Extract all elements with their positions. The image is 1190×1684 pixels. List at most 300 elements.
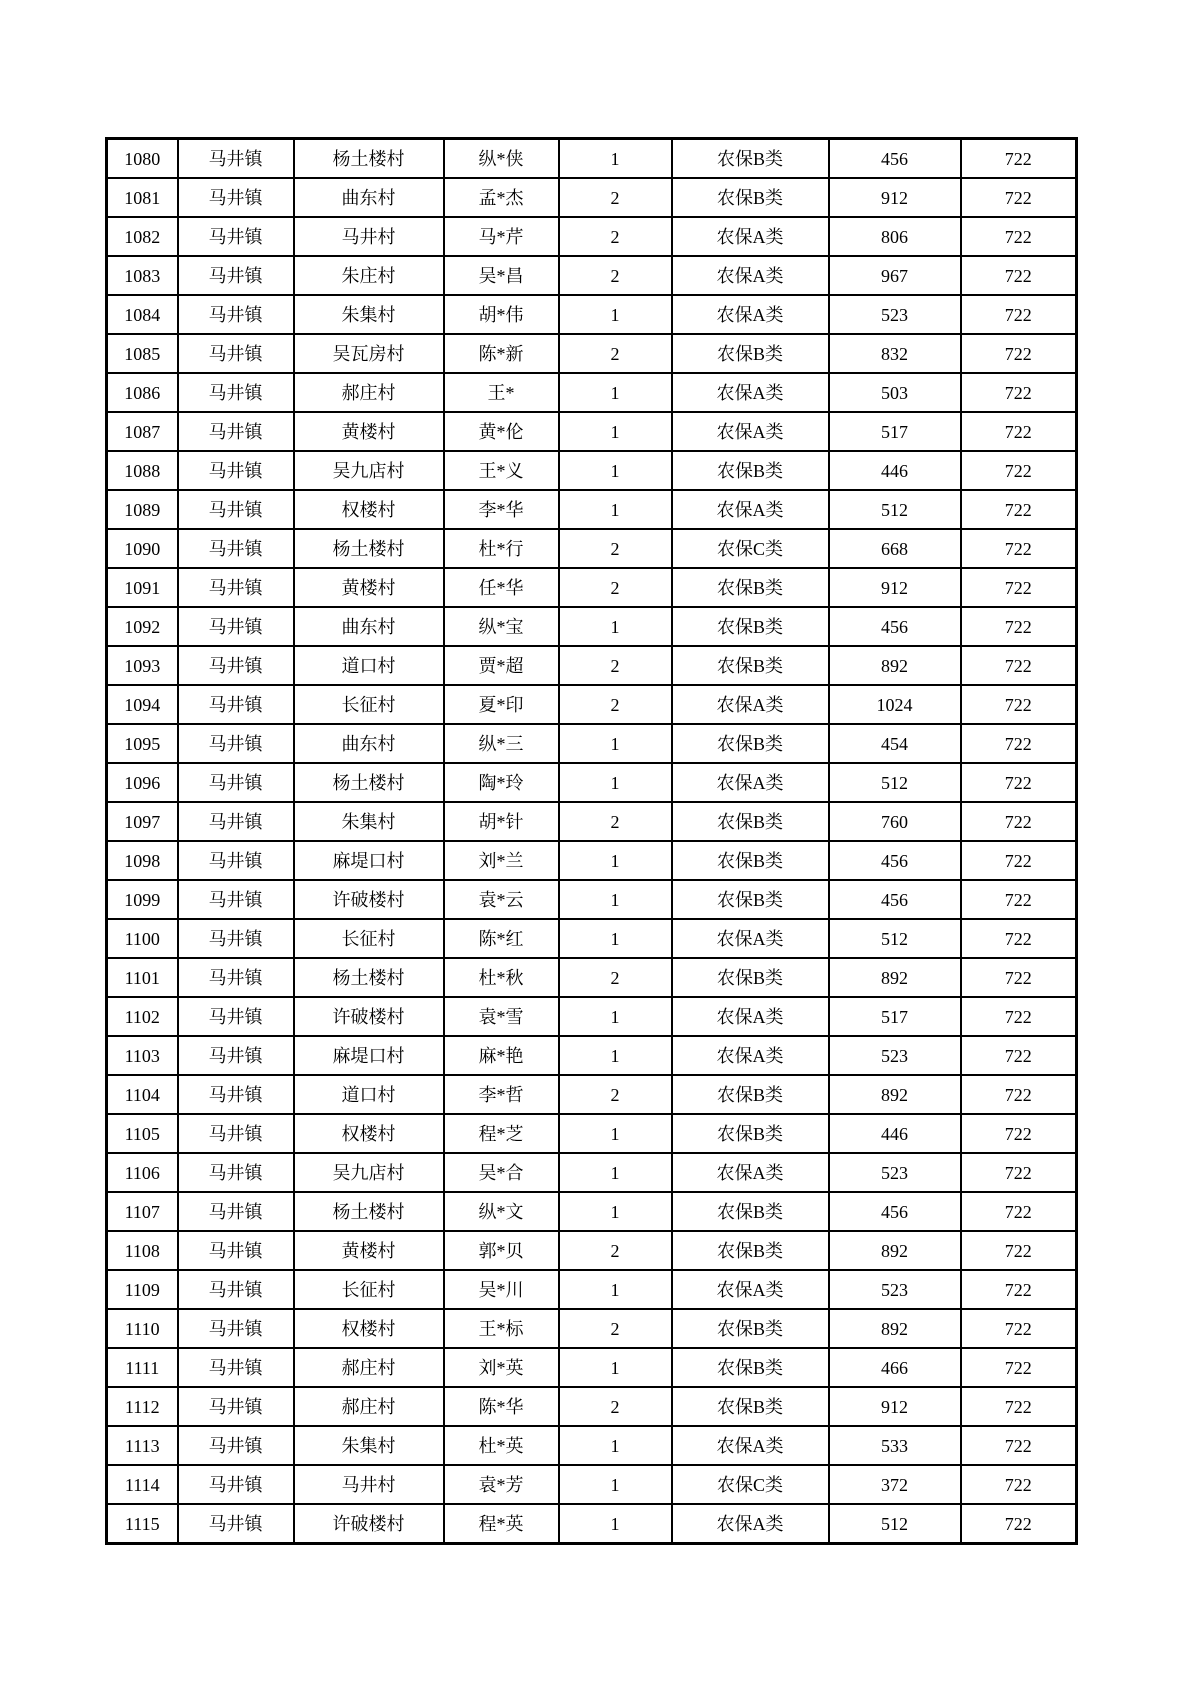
cell-fixed-value: 722 bbox=[961, 685, 1077, 724]
cell-amount: 832 bbox=[829, 334, 961, 373]
cell-village: 麻堤口村 bbox=[294, 841, 444, 880]
cell-insurance-type: 农保B类 bbox=[672, 841, 829, 880]
cell-person-name: 杜*行 bbox=[444, 529, 559, 568]
cell-count: 1 bbox=[559, 412, 672, 451]
table-row bbox=[107, 1309, 1077, 1348]
cell-fixed-value: 722 bbox=[961, 412, 1077, 451]
cell-village: 杨土楼村 bbox=[294, 958, 444, 997]
cell-village: 权楼村 bbox=[294, 1309, 444, 1348]
cell-village: 马井村 bbox=[294, 217, 444, 256]
table-row bbox=[107, 1426, 1077, 1465]
cell-village: 杨土楼村 bbox=[294, 139, 444, 179]
cell-amount: 523 bbox=[829, 1036, 961, 1075]
cell-insurance-type: 农保A类 bbox=[672, 373, 829, 412]
cell-insurance-type: 农保B类 bbox=[672, 334, 829, 373]
cell-person-name: 王*义 bbox=[444, 451, 559, 490]
cell-count: 1 bbox=[559, 724, 672, 763]
table-row bbox=[107, 607, 1077, 646]
cell-insurance-type: 农保B类 bbox=[672, 1231, 829, 1270]
table-row bbox=[107, 1075, 1077, 1114]
cell-count: 1 bbox=[559, 1036, 672, 1075]
cell-town: 马井镇 bbox=[178, 451, 294, 490]
cell-count: 2 bbox=[559, 178, 672, 217]
cell-fixed-value: 722 bbox=[961, 763, 1077, 802]
cell-index: 1091 bbox=[107, 568, 178, 607]
table-row bbox=[107, 529, 1077, 568]
cell-village: 道口村 bbox=[294, 646, 444, 685]
cell-insurance-type: 农保A类 bbox=[672, 1270, 829, 1309]
cell-person-name: 刘*英 bbox=[444, 1348, 559, 1387]
cell-village: 曲东村 bbox=[294, 607, 444, 646]
cell-village: 曲东村 bbox=[294, 178, 444, 217]
cell-count: 1 bbox=[559, 373, 672, 412]
cell-count: 2 bbox=[559, 256, 672, 295]
cell-fixed-value: 722 bbox=[961, 373, 1077, 412]
cell-amount: 456 bbox=[829, 880, 961, 919]
table-row bbox=[107, 1270, 1077, 1309]
cell-village: 黄楼村 bbox=[294, 568, 444, 607]
cell-insurance-type: 农保A类 bbox=[672, 1426, 829, 1465]
table-row bbox=[107, 958, 1077, 997]
cell-count: 2 bbox=[559, 1387, 672, 1426]
cell-amount: 512 bbox=[829, 763, 961, 802]
cell-town: 马井镇 bbox=[178, 919, 294, 958]
cell-index: 1099 bbox=[107, 880, 178, 919]
cell-person-name: 孟*杰 bbox=[444, 178, 559, 217]
cell-amount: 892 bbox=[829, 646, 961, 685]
cell-town: 马井镇 bbox=[178, 685, 294, 724]
cell-fixed-value: 722 bbox=[961, 1270, 1077, 1309]
cell-count: 1 bbox=[559, 1270, 672, 1309]
cell-amount: 892 bbox=[829, 1231, 961, 1270]
cell-town: 马井镇 bbox=[178, 568, 294, 607]
cell-town: 马井镇 bbox=[178, 1153, 294, 1192]
cell-town: 马井镇 bbox=[178, 997, 294, 1036]
cell-amount: 517 bbox=[829, 412, 961, 451]
cell-town: 马井镇 bbox=[178, 139, 294, 179]
cell-person-name: 李*哲 bbox=[444, 1075, 559, 1114]
cell-index: 1097 bbox=[107, 802, 178, 841]
cell-person-name: 马*芹 bbox=[444, 217, 559, 256]
cell-fixed-value: 722 bbox=[961, 1309, 1077, 1348]
cell-amount: 446 bbox=[829, 1114, 961, 1153]
table-row bbox=[107, 334, 1077, 373]
cell-fixed-value: 722 bbox=[961, 646, 1077, 685]
cell-index: 1104 bbox=[107, 1075, 178, 1114]
cell-index: 1080 bbox=[107, 139, 178, 179]
cell-person-name: 夏*印 bbox=[444, 685, 559, 724]
cell-person-name: 吴*合 bbox=[444, 1153, 559, 1192]
cell-fixed-value: 722 bbox=[961, 529, 1077, 568]
cell-insurance-type: 农保A类 bbox=[672, 256, 829, 295]
cell-count: 2 bbox=[559, 1075, 672, 1114]
cell-count: 2 bbox=[559, 1309, 672, 1348]
cell-village: 许破楼村 bbox=[294, 997, 444, 1036]
cell-insurance-type: 农保B类 bbox=[672, 1114, 829, 1153]
cell-town: 马井镇 bbox=[178, 607, 294, 646]
cell-fixed-value: 722 bbox=[961, 1153, 1077, 1192]
cell-person-name: 贾*超 bbox=[444, 646, 559, 685]
cell-village: 朱集村 bbox=[294, 295, 444, 334]
cell-index: 1084 bbox=[107, 295, 178, 334]
cell-fixed-value: 722 bbox=[961, 568, 1077, 607]
cell-village: 黄楼村 bbox=[294, 412, 444, 451]
cell-index: 1087 bbox=[107, 412, 178, 451]
cell-fixed-value: 722 bbox=[961, 724, 1077, 763]
cell-amount: 456 bbox=[829, 139, 961, 179]
cell-village: 朱集村 bbox=[294, 802, 444, 841]
cell-index: 1096 bbox=[107, 763, 178, 802]
cell-town: 马井镇 bbox=[178, 1114, 294, 1153]
cell-insurance-type: 农保B类 bbox=[672, 724, 829, 763]
cell-index: 1115 bbox=[107, 1504, 178, 1544]
table-row bbox=[107, 178, 1077, 217]
cell-village: 吴瓦房村 bbox=[294, 334, 444, 373]
cell-insurance-type: 农保A类 bbox=[672, 685, 829, 724]
cell-person-name: 杜*秋 bbox=[444, 958, 559, 997]
cell-fixed-value: 722 bbox=[961, 334, 1077, 373]
cell-town: 马井镇 bbox=[178, 958, 294, 997]
cell-fixed-value: 722 bbox=[961, 958, 1077, 997]
cell-amount: 668 bbox=[829, 529, 961, 568]
cell-village: 郝庄村 bbox=[294, 373, 444, 412]
cell-village: 长征村 bbox=[294, 919, 444, 958]
cell-index: 1107 bbox=[107, 1192, 178, 1231]
cell-index: 1109 bbox=[107, 1270, 178, 1309]
cell-insurance-type: 农保A类 bbox=[672, 1036, 829, 1075]
table-row bbox=[107, 841, 1077, 880]
cell-town: 马井镇 bbox=[178, 1426, 294, 1465]
cell-count: 2 bbox=[559, 217, 672, 256]
cell-person-name: 袁*云 bbox=[444, 880, 559, 919]
cell-amount: 456 bbox=[829, 841, 961, 880]
cell-insurance-type: 农保A类 bbox=[672, 997, 829, 1036]
cell-village: 权楼村 bbox=[294, 1114, 444, 1153]
cell-insurance-type: 农保B类 bbox=[672, 607, 829, 646]
cell-fixed-value: 722 bbox=[961, 919, 1077, 958]
cell-insurance-type: 农保B类 bbox=[672, 568, 829, 607]
table-row bbox=[107, 997, 1077, 1036]
table-row bbox=[107, 412, 1077, 451]
cell-insurance-type: 农保B类 bbox=[672, 1075, 829, 1114]
cell-village: 杨土楼村 bbox=[294, 763, 444, 802]
cell-index: 1092 bbox=[107, 607, 178, 646]
table-row bbox=[107, 1036, 1077, 1075]
cell-index: 1100 bbox=[107, 919, 178, 958]
cell-insurance-type: 农保B类 bbox=[672, 646, 829, 685]
table-row bbox=[107, 1504, 1077, 1544]
table-row bbox=[107, 646, 1077, 685]
table-row bbox=[107, 763, 1077, 802]
cell-amount: 892 bbox=[829, 1075, 961, 1114]
cell-count: 1 bbox=[559, 1348, 672, 1387]
cell-village: 郝庄村 bbox=[294, 1387, 444, 1426]
cell-person-name: 黄*伦 bbox=[444, 412, 559, 451]
cell-index: 1113 bbox=[107, 1426, 178, 1465]
cell-village: 道口村 bbox=[294, 1075, 444, 1114]
cell-fixed-value: 722 bbox=[961, 139, 1077, 179]
cell-town: 马井镇 bbox=[178, 880, 294, 919]
cell-index: 1112 bbox=[107, 1387, 178, 1426]
cell-person-name: 陈*华 bbox=[444, 1387, 559, 1426]
cell-insurance-type: 农保C类 bbox=[672, 1465, 829, 1504]
cell-insurance-type: 农保B类 bbox=[672, 1387, 829, 1426]
cell-count: 2 bbox=[559, 334, 672, 373]
table-row bbox=[107, 295, 1077, 334]
cell-amount: 517 bbox=[829, 997, 961, 1036]
cell-fixed-value: 722 bbox=[961, 1426, 1077, 1465]
cell-town: 马井镇 bbox=[178, 178, 294, 217]
cell-index: 1110 bbox=[107, 1309, 178, 1348]
cell-person-name: 纵*侠 bbox=[444, 139, 559, 179]
cell-amount: 512 bbox=[829, 490, 961, 529]
cell-count: 1 bbox=[559, 490, 672, 529]
cell-insurance-type: 农保A类 bbox=[672, 763, 829, 802]
cell-person-name: 郭*贝 bbox=[444, 1231, 559, 1270]
cell-person-name: 纵*文 bbox=[444, 1192, 559, 1231]
cell-fixed-value: 722 bbox=[961, 1348, 1077, 1387]
cell-person-name: 刘*兰 bbox=[444, 841, 559, 880]
table-row bbox=[107, 139, 1077, 179]
cell-fixed-value: 722 bbox=[961, 1075, 1077, 1114]
table-row bbox=[107, 880, 1077, 919]
cell-insurance-type: 农保B类 bbox=[672, 958, 829, 997]
cell-fixed-value: 722 bbox=[961, 841, 1077, 880]
cell-town: 马井镇 bbox=[178, 1465, 294, 1504]
cell-amount: 503 bbox=[829, 373, 961, 412]
table-row bbox=[107, 373, 1077, 412]
cell-town: 马井镇 bbox=[178, 802, 294, 841]
cell-fixed-value: 722 bbox=[961, 178, 1077, 217]
cell-town: 马井镇 bbox=[178, 646, 294, 685]
cell-index: 1103 bbox=[107, 1036, 178, 1075]
cell-town: 马井镇 bbox=[178, 412, 294, 451]
cell-village: 郝庄村 bbox=[294, 1348, 444, 1387]
table-row bbox=[107, 1465, 1077, 1504]
cell-town: 马井镇 bbox=[178, 1348, 294, 1387]
cell-index: 1088 bbox=[107, 451, 178, 490]
cell-village: 马井村 bbox=[294, 1465, 444, 1504]
cell-count: 1 bbox=[559, 1465, 672, 1504]
cell-count: 1 bbox=[559, 997, 672, 1036]
cell-village: 杨土楼村 bbox=[294, 1192, 444, 1231]
cell-insurance-type: 农保A类 bbox=[672, 490, 829, 529]
cell-fixed-value: 722 bbox=[961, 1387, 1077, 1426]
cell-fixed-value: 722 bbox=[961, 1465, 1077, 1504]
cell-insurance-type: 农保B类 bbox=[672, 802, 829, 841]
cell-fixed-value: 722 bbox=[961, 256, 1077, 295]
cell-town: 马井镇 bbox=[178, 256, 294, 295]
table-row bbox=[107, 490, 1077, 529]
cell-person-name: 陈*红 bbox=[444, 919, 559, 958]
table-row bbox=[107, 724, 1077, 763]
table-row bbox=[107, 919, 1077, 958]
cell-index: 1090 bbox=[107, 529, 178, 568]
cell-village: 权楼村 bbox=[294, 490, 444, 529]
cell-fixed-value: 722 bbox=[961, 607, 1077, 646]
cell-index: 1086 bbox=[107, 373, 178, 412]
cell-town: 马井镇 bbox=[178, 1387, 294, 1426]
cell-fixed-value: 722 bbox=[961, 295, 1077, 334]
cell-index: 1106 bbox=[107, 1153, 178, 1192]
cell-count: 1 bbox=[559, 880, 672, 919]
cell-insurance-type: 农保B类 bbox=[672, 1348, 829, 1387]
cell-index: 1085 bbox=[107, 334, 178, 373]
table-row bbox=[107, 568, 1077, 607]
cell-count: 2 bbox=[559, 568, 672, 607]
cell-town: 马井镇 bbox=[178, 295, 294, 334]
table-row bbox=[107, 256, 1077, 295]
table-row bbox=[107, 1348, 1077, 1387]
cell-count: 1 bbox=[559, 1504, 672, 1544]
cell-amount: 892 bbox=[829, 958, 961, 997]
cell-town: 马井镇 bbox=[178, 1231, 294, 1270]
cell-count: 2 bbox=[559, 958, 672, 997]
cell-fixed-value: 722 bbox=[961, 1036, 1077, 1075]
cell-person-name: 胡*针 bbox=[444, 802, 559, 841]
roster-table bbox=[105, 137, 1078, 1545]
cell-village: 杨土楼村 bbox=[294, 529, 444, 568]
cell-amount: 806 bbox=[829, 217, 961, 256]
cell-fixed-value: 722 bbox=[961, 1114, 1077, 1153]
cell-count: 1 bbox=[559, 451, 672, 490]
cell-amount: 533 bbox=[829, 1426, 961, 1465]
cell-fixed-value: 722 bbox=[961, 880, 1077, 919]
table-row bbox=[107, 1192, 1077, 1231]
table-row bbox=[107, 685, 1077, 724]
cell-count: 1 bbox=[559, 1153, 672, 1192]
cell-town: 马井镇 bbox=[178, 217, 294, 256]
cell-index: 1114 bbox=[107, 1465, 178, 1504]
cell-fixed-value: 722 bbox=[961, 1504, 1077, 1544]
cell-amount: 512 bbox=[829, 919, 961, 958]
cell-index: 1082 bbox=[107, 217, 178, 256]
cell-town: 马井镇 bbox=[178, 1270, 294, 1309]
cell-amount: 912 bbox=[829, 178, 961, 217]
cell-person-name: 陈*新 bbox=[444, 334, 559, 373]
cell-fixed-value: 722 bbox=[961, 802, 1077, 841]
cell-village: 朱集村 bbox=[294, 1426, 444, 1465]
table-row bbox=[107, 1231, 1077, 1270]
cell-town: 马井镇 bbox=[178, 1309, 294, 1348]
cell-person-name: 陶*玲 bbox=[444, 763, 559, 802]
cell-amount: 912 bbox=[829, 568, 961, 607]
cell-insurance-type: 农保A类 bbox=[672, 1153, 829, 1192]
cell-insurance-type: 农保B类 bbox=[672, 178, 829, 217]
table-row bbox=[107, 1114, 1077, 1153]
cell-amount: 1024 bbox=[829, 685, 961, 724]
cell-person-name: 李*华 bbox=[444, 490, 559, 529]
cell-town: 马井镇 bbox=[178, 1504, 294, 1544]
cell-person-name: 吴*川 bbox=[444, 1270, 559, 1309]
cell-insurance-type: 农保B类 bbox=[672, 880, 829, 919]
cell-amount: 372 bbox=[829, 1465, 961, 1504]
cell-person-name: 麻*艳 bbox=[444, 1036, 559, 1075]
cell-person-name: 任*华 bbox=[444, 568, 559, 607]
cell-person-name: 杜*英 bbox=[444, 1426, 559, 1465]
cell-amount: 892 bbox=[829, 1309, 961, 1348]
cell-count: 2 bbox=[559, 646, 672, 685]
cell-village: 许破楼村 bbox=[294, 1504, 444, 1544]
cell-index: 1095 bbox=[107, 724, 178, 763]
cell-insurance-type: 农保A类 bbox=[672, 919, 829, 958]
cell-fixed-value: 722 bbox=[961, 1231, 1077, 1270]
cell-village: 黄楼村 bbox=[294, 1231, 444, 1270]
cell-town: 马井镇 bbox=[178, 1192, 294, 1231]
cell-index: 1089 bbox=[107, 490, 178, 529]
cell-index: 1111 bbox=[107, 1348, 178, 1387]
cell-index: 1094 bbox=[107, 685, 178, 724]
cell-person-name: 王* bbox=[444, 373, 559, 412]
cell-fixed-value: 722 bbox=[961, 490, 1077, 529]
cell-index: 1102 bbox=[107, 997, 178, 1036]
cell-person-name: 袁*芳 bbox=[444, 1465, 559, 1504]
cell-village: 吴九店村 bbox=[294, 451, 444, 490]
cell-town: 马井镇 bbox=[178, 763, 294, 802]
cell-insurance-type: 农保B类 bbox=[672, 1192, 829, 1231]
cell-person-name: 袁*雪 bbox=[444, 997, 559, 1036]
cell-amount: 523 bbox=[829, 1270, 961, 1309]
cell-count: 2 bbox=[559, 529, 672, 568]
cell-count: 1 bbox=[559, 607, 672, 646]
cell-amount: 760 bbox=[829, 802, 961, 841]
cell-town: 马井镇 bbox=[178, 334, 294, 373]
cell-insurance-type: 农保B类 bbox=[672, 1309, 829, 1348]
cell-amount: 446 bbox=[829, 451, 961, 490]
cell-fixed-value: 722 bbox=[961, 451, 1077, 490]
cell-town: 马井镇 bbox=[178, 841, 294, 880]
cell-count: 1 bbox=[559, 841, 672, 880]
cell-count: 1 bbox=[559, 295, 672, 334]
cell-town: 马井镇 bbox=[178, 1036, 294, 1075]
cell-village: 许破楼村 bbox=[294, 880, 444, 919]
cell-count: 1 bbox=[559, 1426, 672, 1465]
cell-fixed-value: 722 bbox=[961, 217, 1077, 256]
cell-person-name: 胡*伟 bbox=[444, 295, 559, 334]
cell-amount: 912 bbox=[829, 1387, 961, 1426]
cell-amount: 523 bbox=[829, 295, 961, 334]
cell-person-name: 程*英 bbox=[444, 1504, 559, 1544]
table-row bbox=[107, 1387, 1077, 1426]
cell-insurance-type: 农保A类 bbox=[672, 295, 829, 334]
cell-index: 1098 bbox=[107, 841, 178, 880]
cell-index: 1105 bbox=[107, 1114, 178, 1153]
cell-count: 2 bbox=[559, 802, 672, 841]
cell-index: 1083 bbox=[107, 256, 178, 295]
cell-town: 马井镇 bbox=[178, 373, 294, 412]
table-row bbox=[107, 802, 1077, 841]
cell-town: 马井镇 bbox=[178, 490, 294, 529]
cell-count: 1 bbox=[559, 1114, 672, 1153]
cell-person-name: 吴*昌 bbox=[444, 256, 559, 295]
cell-insurance-type: 农保A类 bbox=[672, 217, 829, 256]
cell-person-name: 纵*宝 bbox=[444, 607, 559, 646]
cell-amount: 967 bbox=[829, 256, 961, 295]
cell-amount: 456 bbox=[829, 607, 961, 646]
cell-index: 1081 bbox=[107, 178, 178, 217]
cell-fixed-value: 722 bbox=[961, 997, 1077, 1036]
cell-town: 马井镇 bbox=[178, 529, 294, 568]
cell-count: 1 bbox=[559, 1192, 672, 1231]
cell-index: 1108 bbox=[107, 1231, 178, 1270]
cell-count: 2 bbox=[559, 1231, 672, 1270]
cell-amount: 523 bbox=[829, 1153, 961, 1192]
cell-fixed-value: 722 bbox=[961, 1192, 1077, 1231]
table-row bbox=[107, 451, 1077, 490]
cell-insurance-type: 农保B类 bbox=[672, 451, 829, 490]
cell-insurance-type: 农保A类 bbox=[672, 1504, 829, 1544]
roster-table-body bbox=[107, 139, 1077, 1544]
